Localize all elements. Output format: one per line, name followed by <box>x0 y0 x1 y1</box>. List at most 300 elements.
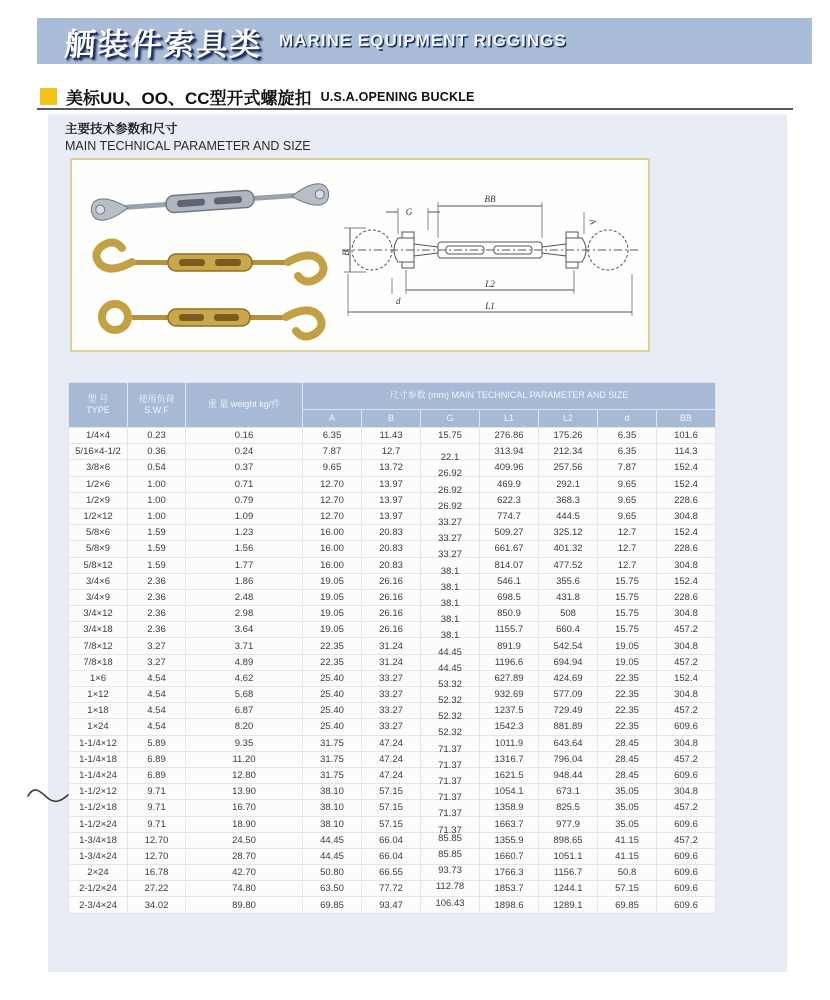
table-cell: 71.37 <box>421 735 480 751</box>
spec-table <box>68 382 716 914</box>
spec-table-wrap <box>68 382 715 914</box>
table-cell: 457.2 <box>657 800 716 816</box>
table-cell: 1898.6 <box>480 897 539 913</box>
table-cell: 0.16 <box>186 428 303 444</box>
product-figure-box <box>70 158 650 352</box>
table-cell: 1.56 <box>186 541 303 557</box>
table-cell: 4.62 <box>186 670 303 686</box>
col-header-L2: L2 <box>539 410 598 428</box>
table-cell: 16.00 <box>303 525 362 541</box>
table-cell: 71.37 <box>421 784 480 800</box>
table-cell: 13.97 <box>362 476 421 492</box>
table-cell: 1-1/2×18 <box>69 800 128 816</box>
table-cell: 38.1 <box>421 622 480 638</box>
table-cell: 457.2 <box>657 654 716 670</box>
table-cell: 38.10 <box>303 784 362 800</box>
product-photos <box>84 162 336 346</box>
table-cell: 53.32 <box>421 670 480 686</box>
table-cell: 19.05 <box>598 638 657 654</box>
table-cell: 12.70 <box>303 492 362 508</box>
table-cell: 47.24 <box>362 735 421 751</box>
table-cell: 5/8×6 <box>69 525 128 541</box>
hook-hook-turnbuckle <box>96 242 323 281</box>
table-cell: 7/8×12 <box>69 638 128 654</box>
table-cell: 20.83 <box>362 541 421 557</box>
table-cell: 52.32 <box>421 719 480 735</box>
table-cell: 694.94 <box>539 654 598 670</box>
table-cell: 477.52 <box>539 557 598 573</box>
table-cell: 891.9 <box>480 638 539 654</box>
table-cell: 2.36 <box>128 573 186 589</box>
table-row <box>69 670 716 686</box>
table-cell: 33.27 <box>362 703 421 719</box>
table-cell: 0.37 <box>186 460 303 476</box>
table-cell: 304.8 <box>657 606 716 622</box>
table-cell: 31.75 <box>303 735 362 751</box>
band-title-zh: 舾装件索具类 <box>63 26 265 62</box>
table-cell: 4.54 <box>128 670 186 686</box>
table-row <box>69 492 716 508</box>
table-cell: 1/2×9 <box>69 492 128 508</box>
table-cell: 304.8 <box>657 508 716 524</box>
table-cell: 152.4 <box>657 460 716 476</box>
table-cell: 1.86 <box>186 573 303 589</box>
table-cell: 881.89 <box>539 719 598 735</box>
table-cell: 1.00 <box>128 508 186 524</box>
table-cell: 22.35 <box>303 638 362 654</box>
table-cell: 0.24 <box>186 444 303 460</box>
table-cell: 12.70 <box>303 476 362 492</box>
table-cell: 825.5 <box>539 800 598 816</box>
table-row <box>69 881 716 897</box>
table-row <box>69 832 716 848</box>
table-cell: 9.71 <box>128 800 186 816</box>
table-cell: 1-1/2×24 <box>69 816 128 832</box>
band-title-en: MARINE EQUIPMENT RIGGINGS <box>279 31 567 50</box>
table-row <box>69 865 716 881</box>
table-row <box>69 816 716 832</box>
table-row <box>69 687 716 703</box>
col-header-weight: 重 量 weight kg/件 <box>186 383 303 428</box>
table-cell: 1155.7 <box>480 622 539 638</box>
table-cell: 42.70 <box>186 865 303 881</box>
table-cell: 1.09 <box>186 508 303 524</box>
table-row <box>69 541 716 557</box>
table-cell: 89.80 <box>186 897 303 913</box>
table-cell: 796.04 <box>539 751 598 767</box>
table-row <box>69 476 716 492</box>
table-cell: 13.97 <box>362 508 421 524</box>
table-cell: 28.45 <box>598 735 657 751</box>
table-cell: 609.6 <box>657 767 716 783</box>
product-subtitle <box>40 84 475 109</box>
table-cell: 33.27 <box>421 508 480 524</box>
table-cell: 101.6 <box>657 428 716 444</box>
table-cell: 12.7 <box>598 557 657 573</box>
table-cell: 19.05 <box>303 573 362 589</box>
table-cell: 12.70 <box>128 832 186 848</box>
table-cell: 16.78 <box>128 865 186 881</box>
table-cell: 7.87 <box>303 444 362 460</box>
table-cell: 409.96 <box>480 460 539 476</box>
table-cell: 3.27 <box>128 638 186 654</box>
table-cell: 12.70 <box>303 508 362 524</box>
table-cell: 175.26 <box>539 428 598 444</box>
table-cell: 4.54 <box>128 719 186 735</box>
table-cell: 2.36 <box>128 606 186 622</box>
table-cell: 13.97 <box>362 492 421 508</box>
yellow-square-bullet-icon <box>40 88 57 105</box>
table-cell: 33.27 <box>362 687 421 703</box>
table-cell: 1244.1 <box>539 881 598 897</box>
table-cell: 5/8×9 <box>69 541 128 557</box>
table-cell: 19.05 <box>303 606 362 622</box>
table-cell: 12.7 <box>362 444 421 460</box>
table-cell: 57.15 <box>362 800 421 816</box>
table-cell: 34.02 <box>128 897 186 913</box>
table-cell: 304.8 <box>657 638 716 654</box>
table-cell: 1/4×4 <box>69 428 128 444</box>
section-heading-en: MAIN TECHNICAL PARAMETER AND SIZE <box>65 138 311 153</box>
table-row <box>69 444 716 460</box>
table-cell: 1.23 <box>186 525 303 541</box>
table-cell: 50.80 <box>303 865 362 881</box>
table-cell: 52.32 <box>421 687 480 703</box>
table-cell: 257.56 <box>539 460 598 476</box>
subtitle-zh: 美标UU、OO、CC型开式螺旋扣 <box>66 89 312 108</box>
table-cell: 47.24 <box>362 751 421 767</box>
col-header-A: A <box>303 410 362 428</box>
table-cell: 1/2×12 <box>69 508 128 524</box>
col-header-swf: 使用负荷 S.W.F <box>128 383 186 428</box>
table-cell: 0.54 <box>128 460 186 476</box>
content-panel <box>48 114 787 972</box>
table-cell: 1-1/4×18 <box>69 751 128 767</box>
table-cell: 93.73 <box>421 865 480 881</box>
table-cell: 508 <box>539 606 598 622</box>
table-cell: 609.6 <box>657 816 716 832</box>
table-cell: 977.9 <box>539 816 598 832</box>
table-row <box>69 800 716 816</box>
table-row <box>69 784 716 800</box>
table-cell: 0.79 <box>186 492 303 508</box>
table-cell: 57.15 <box>598 881 657 897</box>
table-cell: 1542.3 <box>480 719 539 735</box>
table-cell: 22.35 <box>598 670 657 686</box>
table-cell: 22.35 <box>303 654 362 670</box>
table-cell: 609.6 <box>657 897 716 913</box>
table-cell: 2.36 <box>128 589 186 605</box>
table-cell: 444.5 <box>539 508 598 524</box>
table-cell: 25.40 <box>303 670 362 686</box>
table-cell: 1-1/4×24 <box>69 767 128 783</box>
table-cell: 457.2 <box>657 832 716 848</box>
table-cell: 643.64 <box>539 735 598 751</box>
table-cell: 19.05 <box>598 654 657 670</box>
table-cell: 16.00 <box>303 541 362 557</box>
dim-label-d: d <box>396 296 401 306</box>
table-cell: 1-3/4×18 <box>69 832 128 848</box>
table-cell: 38.1 <box>421 573 480 589</box>
jaw-jaw-turnbuckle <box>91 183 330 221</box>
table-cell: 33.27 <box>362 719 421 735</box>
table-cell: 368.3 <box>539 492 598 508</box>
table-cell: 212.34 <box>539 444 598 460</box>
table-cell: 1156.7 <box>539 865 598 881</box>
dim-label-b: B <box>341 250 351 256</box>
table-cell: 35.05 <box>598 784 657 800</box>
table-cell: 26.16 <box>362 622 421 638</box>
table-cell: 11.43 <box>362 428 421 444</box>
table-cell: 16.70 <box>186 800 303 816</box>
table-row <box>69 767 716 783</box>
table-cell: 33.27 <box>362 670 421 686</box>
table-cell: 673.1 <box>539 784 598 800</box>
table-cell: 5.68 <box>186 687 303 703</box>
table-cell: 355.6 <box>539 573 598 589</box>
table-cell: 28.70 <box>186 848 303 864</box>
table-cell: 11.20 <box>186 751 303 767</box>
table-cell: 5/8×12 <box>69 557 128 573</box>
table-cell: 1621.5 <box>480 767 539 783</box>
table-cell: 661.67 <box>480 541 539 557</box>
table-row <box>69 606 716 622</box>
table-cell: 112.78 <box>421 881 480 897</box>
table-cell: 28.45 <box>598 751 657 767</box>
table-cell: 313.94 <box>480 444 539 460</box>
table-cell: 850.9 <box>480 606 539 622</box>
table-cell: 1358.9 <box>480 800 539 816</box>
table-cell: 50.8 <box>598 865 657 881</box>
table-cell: 2-1/2×24 <box>69 881 128 897</box>
table-row <box>69 897 716 913</box>
table-cell: 1.00 <box>128 492 186 508</box>
dimension-diagram <box>340 178 640 330</box>
table-cell: 26.92 <box>421 476 480 492</box>
spec-table-body <box>69 428 716 914</box>
table-cell: 69.85 <box>598 897 657 913</box>
table-cell: 401.32 <box>539 541 598 557</box>
table-cell: 304.8 <box>657 735 716 751</box>
table-cell: 57.15 <box>362 784 421 800</box>
table-cell: 15.75 <box>598 622 657 638</box>
table-cell: 469.9 <box>480 476 539 492</box>
table-cell: 3.64 <box>186 622 303 638</box>
table-cell: 0.23 <box>128 428 186 444</box>
table-cell: 1237.5 <box>480 703 539 719</box>
table-cell: 7/8×18 <box>69 654 128 670</box>
divider-line <box>37 108 793 110</box>
col-header-d: d <box>598 410 657 428</box>
table-cell: 47.24 <box>362 767 421 783</box>
table-cell: 38.10 <box>303 800 362 816</box>
table-row <box>69 719 716 735</box>
table-cell: 28.45 <box>598 767 657 783</box>
table-cell: 1316.7 <box>480 751 539 767</box>
table-cell: 814.07 <box>480 557 539 573</box>
table-cell: 9.65 <box>598 492 657 508</box>
table-cell: 1355.9 <box>480 832 539 848</box>
table-row <box>69 654 716 670</box>
table-row <box>69 703 716 719</box>
table-cell: 44.45 <box>303 832 362 848</box>
pen-mark <box>26 784 78 810</box>
table-cell: 106.43 <box>421 897 480 913</box>
table-cell: 66.04 <box>362 848 421 864</box>
dim-label-a: A <box>587 217 599 226</box>
table-row <box>69 751 716 767</box>
table-cell: 74.80 <box>186 881 303 897</box>
table-cell: 509.27 <box>480 525 539 541</box>
table-cell: 546.1 <box>480 573 539 589</box>
col-header-dims-group: 尺寸参数 (mm) MAIN TECHNICAL PARAMETER AND SIZE <box>303 383 716 410</box>
table-cell: 609.6 <box>657 719 716 735</box>
table-cell: 6.35 <box>598 444 657 460</box>
table-cell: 457.2 <box>657 751 716 767</box>
table-cell: 8.20 <box>186 719 303 735</box>
table-cell: 622.3 <box>480 492 539 508</box>
table-cell: 26.92 <box>421 492 480 508</box>
table-cell: 1/2×6 <box>69 476 128 492</box>
section-heading <box>65 121 311 155</box>
table-cell: 152.4 <box>657 670 716 686</box>
table-cell: 57.15 <box>362 816 421 832</box>
table-cell: 26.16 <box>362 589 421 605</box>
table-cell: 1853.7 <box>480 881 539 897</box>
table-cell: 2.98 <box>186 606 303 622</box>
col-header-B: B <box>362 410 421 428</box>
table-cell: 3/4×18 <box>69 622 128 638</box>
dim-label-bb: BB <box>484 194 496 204</box>
table-cell: 325.12 <box>539 525 598 541</box>
table-cell: 609.6 <box>657 865 716 881</box>
table-cell: 1.59 <box>128 541 186 557</box>
table-cell: 292.1 <box>539 476 598 492</box>
table-cell: 3/4×12 <box>69 606 128 622</box>
table-cell: 93.47 <box>362 897 421 913</box>
table-cell: 12.7 <box>598 541 657 557</box>
table-cell: 15.75 <box>598 589 657 605</box>
table-cell: 228.6 <box>657 589 716 605</box>
table-cell: 3/4×9 <box>69 589 128 605</box>
table-cell: 774.7 <box>480 508 539 524</box>
table-cell: 542.54 <box>539 638 598 654</box>
table-cell: 22.1 <box>421 444 480 460</box>
table-row <box>69 460 716 476</box>
table-cell: 77.72 <box>362 881 421 897</box>
table-cell: 898.65 <box>539 832 598 848</box>
table-cell: 609.6 <box>657 848 716 864</box>
table-row <box>69 735 716 751</box>
dim-label-g: G <box>405 207 413 217</box>
table-cell: 1.59 <box>128 557 186 573</box>
table-cell: 1×6 <box>69 670 128 686</box>
table-cell: 457.2 <box>657 622 716 638</box>
col-header-BB: BB <box>657 410 716 428</box>
table-cell: 932.69 <box>480 687 539 703</box>
table-cell: 9.65 <box>598 476 657 492</box>
table-cell: 0.71 <box>186 476 303 492</box>
table-cell: 9.71 <box>128 816 186 832</box>
table-cell: 4.54 <box>128 687 186 703</box>
table-cell: 13.72 <box>362 460 421 476</box>
table-cell: 3.27 <box>128 654 186 670</box>
table-row <box>69 848 716 864</box>
table-cell: 25.40 <box>303 703 362 719</box>
table-cell: 457.2 <box>657 703 716 719</box>
table-cell: 38.1 <box>421 589 480 605</box>
table-cell: 1660.7 <box>480 848 539 864</box>
table-row <box>69 557 716 573</box>
table-cell: 26.16 <box>362 573 421 589</box>
table-cell: 948.44 <box>539 767 598 783</box>
table-cell: 31.75 <box>303 767 362 783</box>
table-cell: 41.15 <box>598 832 657 848</box>
table-cell: 52.32 <box>421 703 480 719</box>
table-cell: 228.6 <box>657 492 716 508</box>
table-cell: 1.77 <box>186 557 303 573</box>
table-cell: 660.4 <box>539 622 598 638</box>
table-cell: 152.4 <box>657 476 716 492</box>
table-cell: 85.85 <box>421 848 480 864</box>
table-cell: 33.27 <box>421 541 480 557</box>
table-row <box>69 508 716 524</box>
table-row <box>69 638 716 654</box>
table-cell: 3/4×6 <box>69 573 128 589</box>
subtitle-en: U.S.A.OPENING BUCKLE <box>320 89 475 104</box>
table-cell: 19.05 <box>303 622 362 638</box>
table-cell: 9.35 <box>186 735 303 751</box>
table-cell: 304.8 <box>657 557 716 573</box>
table-cell: 31.24 <box>362 654 421 670</box>
table-cell: 1.59 <box>128 525 186 541</box>
table-cell: 1.00 <box>128 476 186 492</box>
col-header-type: 型 号 TYPE <box>69 383 128 428</box>
table-cell: 1289.1 <box>539 897 598 913</box>
table-cell: 1×18 <box>69 703 128 719</box>
table-cell: 609.6 <box>657 881 716 897</box>
table-cell: 1663.7 <box>480 816 539 832</box>
dim-label-l1: L1 <box>485 301 495 311</box>
table-cell: 38.1 <box>421 557 480 573</box>
col-header-G: G <box>421 410 480 428</box>
table-cell: 729.49 <box>539 703 598 719</box>
table-cell: 31.75 <box>303 751 362 767</box>
table-cell: 20.83 <box>362 557 421 573</box>
table-cell: 35.05 <box>598 816 657 832</box>
table-cell: 6.35 <box>598 428 657 444</box>
table-cell: 424.69 <box>539 670 598 686</box>
table-cell: 24.50 <box>186 832 303 848</box>
table-cell: 228.6 <box>657 541 716 557</box>
table-cell: 114.3 <box>657 444 716 460</box>
table-cell: 66.04 <box>362 832 421 848</box>
table-cell: 9.65 <box>303 460 362 476</box>
table-cell: 0.36 <box>128 444 186 460</box>
table-cell: 431.8 <box>539 589 598 605</box>
table-cell: 1054.1 <box>480 784 539 800</box>
table-cell: 25.40 <box>303 719 362 735</box>
table-cell: 13.90 <box>186 784 303 800</box>
table-cell: 19.05 <box>303 589 362 605</box>
table-cell: 12.7 <box>598 525 657 541</box>
table-cell: 12.70 <box>128 848 186 864</box>
table-row <box>69 589 716 605</box>
table-cell: 16.00 <box>303 557 362 573</box>
table-cell: 27.22 <box>128 881 186 897</box>
table-cell: 304.8 <box>657 784 716 800</box>
table-cell: 698.5 <box>480 589 539 605</box>
